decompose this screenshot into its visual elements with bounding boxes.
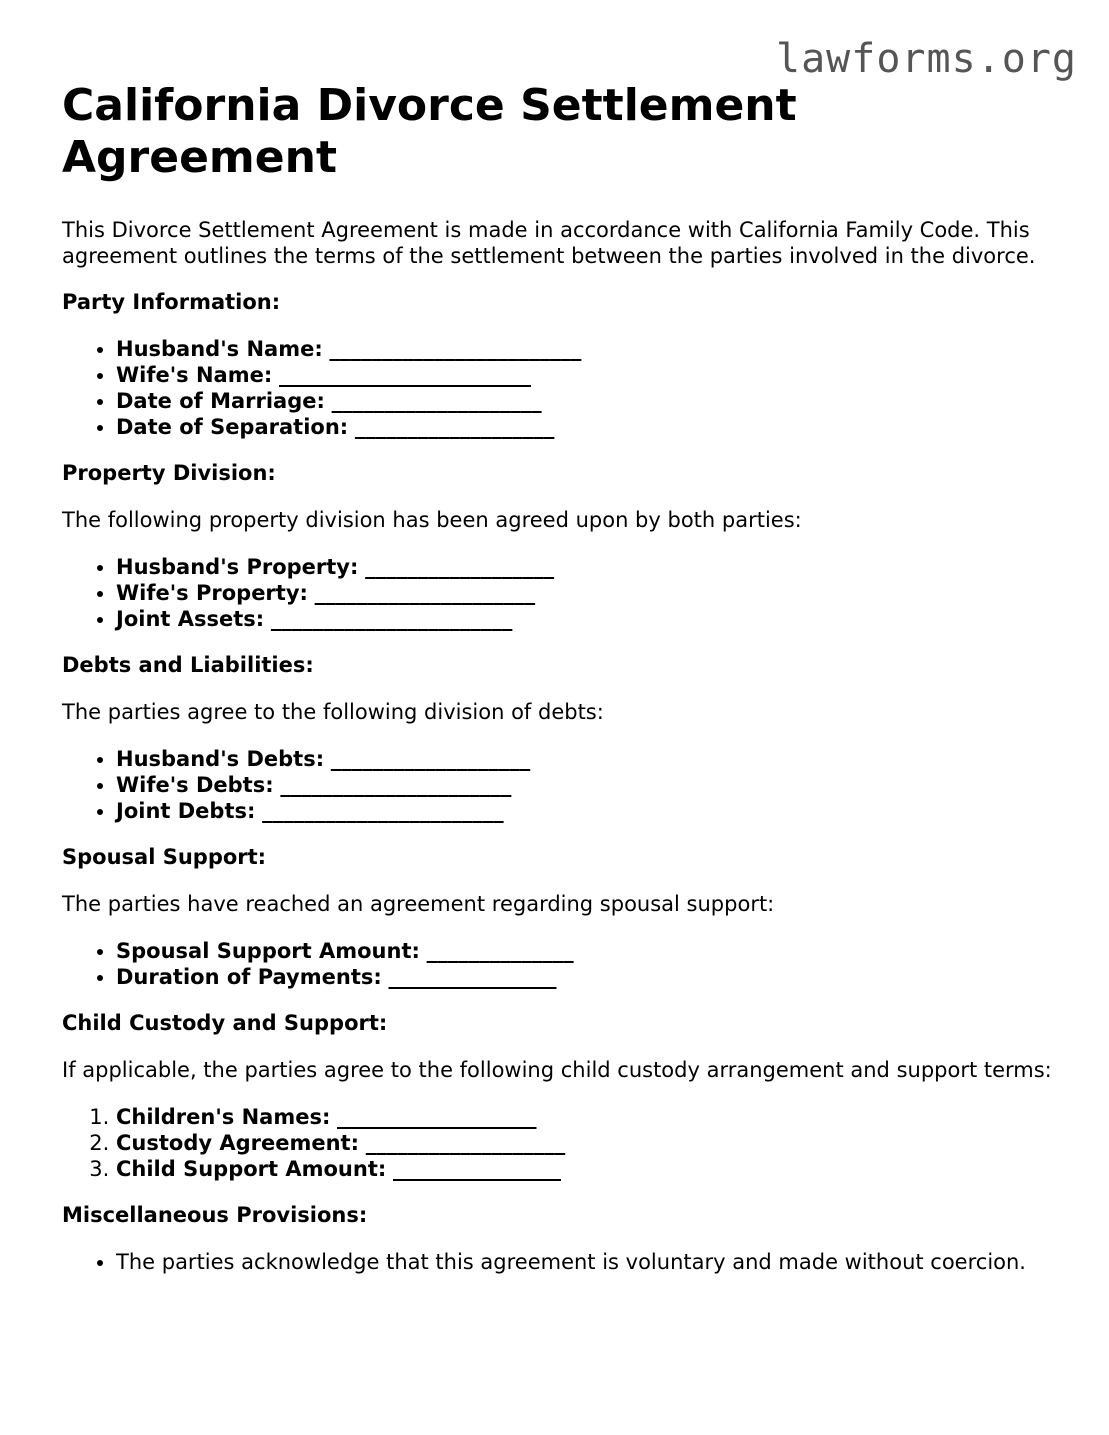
list-item [116, 606, 1052, 632]
list-item: • The parties acknowledge that this agreement is voluntary and made without coercion. [116, 1249, 1052, 1275]
fill-in-blank[interactable]: __________________ [365, 555, 555, 579]
miscellaneous-heading: Miscellaneous Provisions: [62, 1203, 368, 1227]
list-item [116, 746, 1052, 772]
list-item [116, 1104, 1052, 1130]
fill-in-blank[interactable]: _______________________ [262, 799, 504, 823]
list-item [116, 554, 1052, 580]
list-item [116, 1156, 1052, 1182]
property-division-heading: Property Division: [62, 461, 276, 485]
child-custody-list [62, 1104, 1052, 1182]
fill-in-blank[interactable]: ___________________ [354, 415, 555, 439]
field-label: Duration of Payments: [116, 965, 382, 989]
document-page [62, 80, 1052, 1275]
spousal-support-text: The parties have reached an agreement regarding spousal support: [62, 892, 775, 916]
list-item [116, 798, 1052, 824]
child-custody-text: If applicable, the parties agree to the following child custody arrangement and support terms: [62, 1058, 1052, 1082]
list-item [116, 580, 1052, 606]
debts-liabilities-heading: Debts and Liabilities: [62, 653, 314, 677]
child-custody-heading: Child Custody and Support: [62, 1011, 388, 1035]
list-item [116, 772, 1052, 798]
list-item [116, 964, 1052, 990]
debts-liabilities-text: The parties agree to the following division of debts: [62, 700, 604, 724]
field-label: Husband's Property: [116, 555, 359, 579]
party-information-list [62, 336, 1052, 440]
page-title: California Divorce Settlement Agreement [62, 80, 797, 183]
party-information-heading: Party Information: [62, 290, 281, 314]
watermark: lawforms.org [776, 36, 1077, 82]
field-label: Husband's Debts: [116, 747, 325, 771]
property-division-list [62, 554, 1052, 632]
field-label: Custody Agreement: [116, 1131, 359, 1155]
fill-in-blank[interactable]: ________________________ [329, 337, 582, 361]
field-label: Date of Separation: [116, 415, 349, 439]
intro-paragraph: This Divorce Settlement Agreement is made in accordance with California Family Code. This agreement outlines the terms of the settlement between the parties involved in the divorce. [62, 218, 1036, 268]
field-label: Spousal Support Amount: [116, 939, 420, 963]
fill-in-blank[interactable]: ______________ [426, 939, 574, 963]
list-item [116, 414, 1052, 440]
debts-liabilities-list [62, 746, 1052, 824]
fill-in-blank[interactable]: ________________________ [278, 363, 531, 387]
fill-in-blank[interactable]: ___________________ [337, 1105, 537, 1129]
fill-in-blank[interactable]: ______________________ [280, 773, 512, 797]
field-label: Children's Names: [116, 1105, 331, 1129]
fill-in-blank[interactable]: _______________________ [270, 607, 513, 631]
field-label: Wife's Name: [116, 363, 273, 387]
list-item [116, 1130, 1052, 1156]
list-item [116, 362, 1052, 388]
fill-in-blank[interactable]: ___________________ [330, 747, 531, 771]
fill-in-blank[interactable]: _____________________ [314, 581, 536, 605]
fill-in-blank[interactable]: ___________________ [365, 1131, 566, 1155]
list-item [116, 388, 1052, 414]
field-label: Wife's Property: [116, 581, 308, 605]
fill-in-blank[interactable]: ____________________ [331, 389, 542, 413]
field-label: Child Support Amount: [116, 1157, 387, 1181]
fill-in-blank[interactable]: ________________ [392, 1157, 561, 1181]
spousal-support-heading: Spousal Support: [62, 845, 267, 869]
fill-in-blank[interactable]: ________________ [388, 965, 557, 989]
field-label: Date of Marriage: [116, 389, 325, 413]
property-division-text: The following property division has been agreed upon by both parties: [62, 508, 802, 532]
miscellaneous-list [62, 1249, 1052, 1275]
field-label: Husband's Name: [116, 337, 323, 361]
spousal-support-list [62, 938, 1052, 990]
field-label: Joint Assets: [116, 607, 265, 631]
list-item [116, 938, 1052, 964]
field-label: Joint Debts: [116, 799, 256, 823]
field-label: Wife's Debts: [116, 773, 274, 797]
list-item [116, 336, 1052, 362]
